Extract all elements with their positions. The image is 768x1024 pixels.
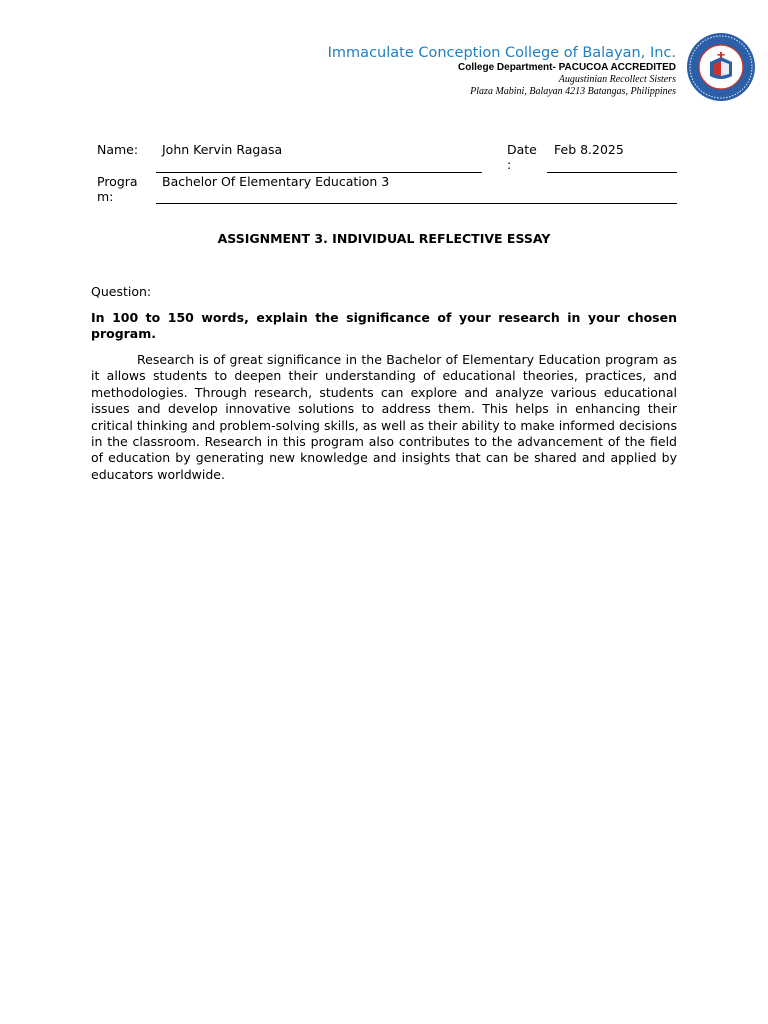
program-field[interactable]: Bachelor Of Elementary Education 3 [162,174,390,189]
college-seal-icon [686,32,756,102]
program-underline [156,203,677,204]
college-name: Immaculate Conception College of Balayan, Inc. [327,45,676,61]
question-text: In 100 to 150 words, explain the significance of your research in your chosen program. [91,310,677,341]
department-accreditation: College Department- PACUCOA ACCREDITED [458,62,676,73]
letterhead [328,44,676,98]
date-field[interactable]: Feb 8.2025 [554,142,624,157]
date-underline [547,172,677,173]
program-label: Progra [97,174,138,189]
date-label-colon: : [507,157,512,172]
name-label: Name: [97,142,139,157]
question-label: Question: [91,284,152,299]
name-underline [156,172,482,173]
name-field[interactable]: John Kervin Ragasa [162,142,283,157]
religious-order: Augustinian Recollect Sisters [558,74,676,85]
program-label-cont: m: [97,189,114,204]
assignment-title: ASSIGNMENT 3. INDIVIDUAL REFLECTIVE ESSAY [217,231,551,246]
essay-body: Research is of great significance in the Bachelor of Elementary Education program as it allows students to deepen their understanding of educational theories, practices, and methodologies. Through research, students can explore and analyze various educational issues and develop innovative solutions to address them. This helps in enhancing their critical thinking and problem-solving skills, as well as their ability to make informed decisions in the classroom. Research in this program also contributes to the advancement of the field of education by generating new knowledge and insights that can be shared and applied by educators worldwide. [91,352,677,482]
date-label: Date [507,142,537,157]
college-address: Plaza Mabini, Balayan 4213 Batangas, Philippines [470,86,676,97]
